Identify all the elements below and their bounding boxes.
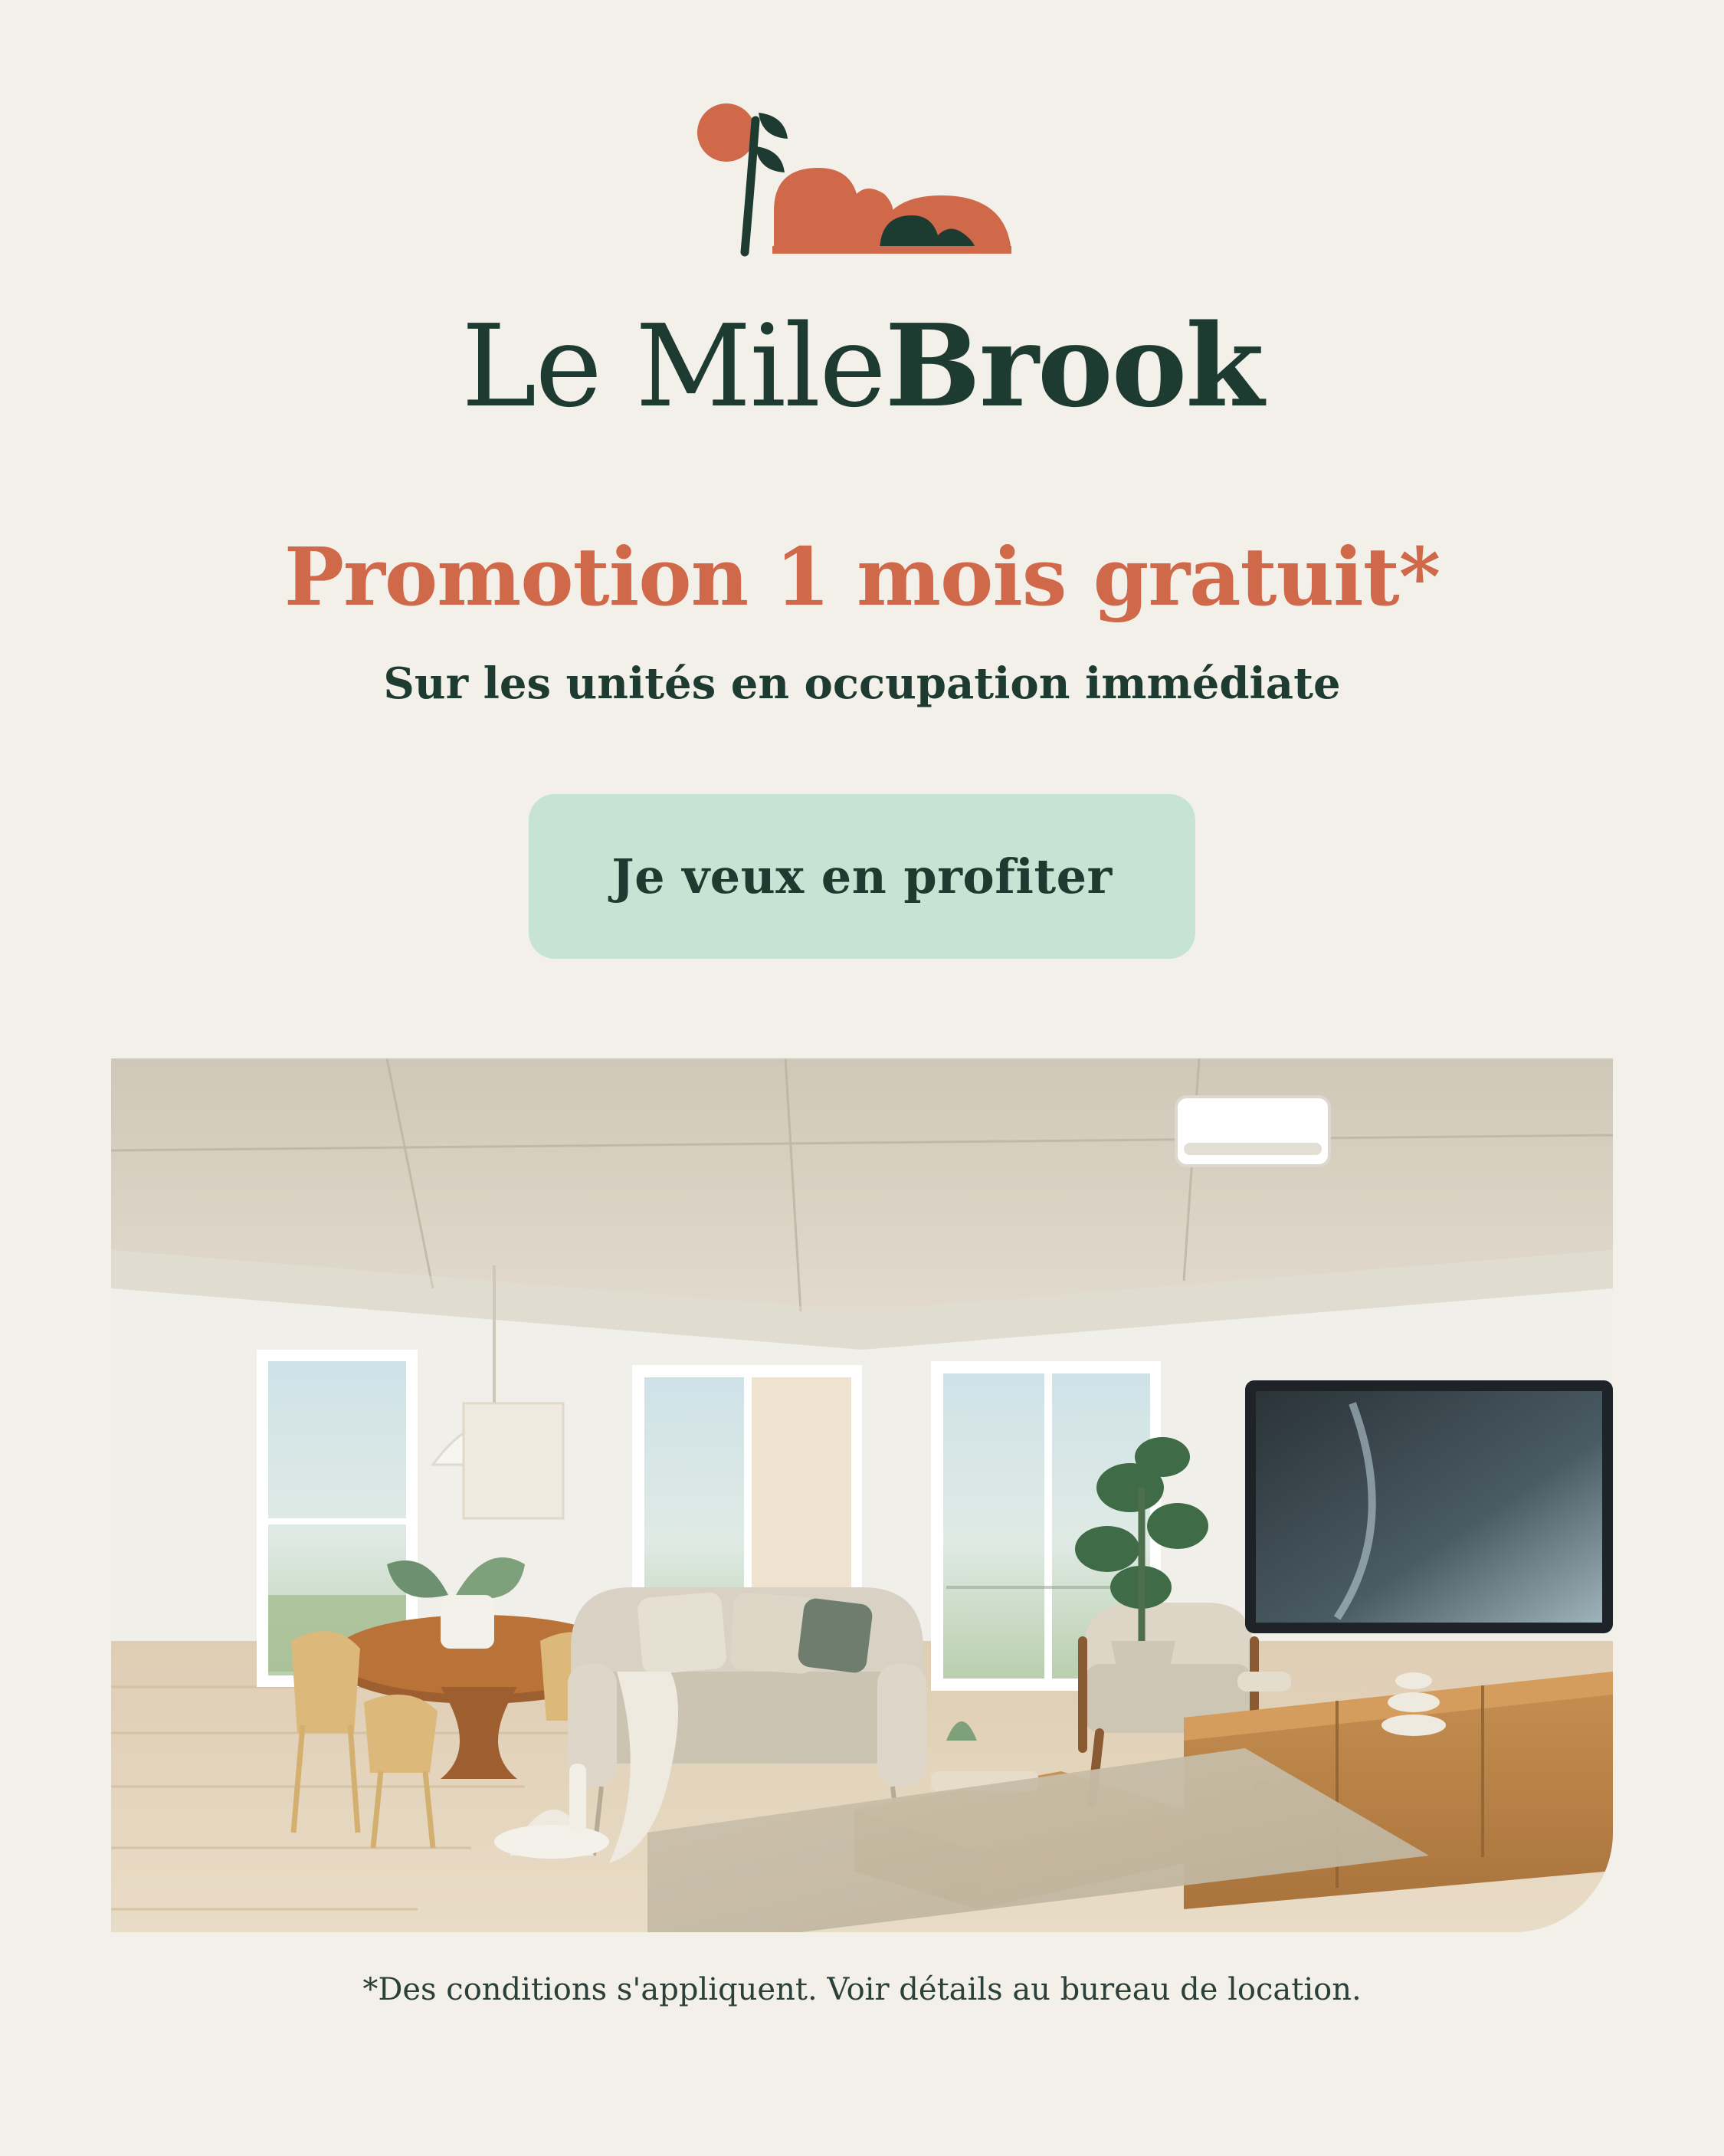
brand-name-bold: Brook [884, 299, 1263, 432]
brand-name-light: Le Mile [461, 300, 885, 432]
cta-button[interactable]: Je veux en profiter [529, 794, 1195, 959]
promo-subheadline: Sur les unités en occupation immédiate [383, 658, 1341, 709]
brand-logo [682, 96, 1042, 272]
living-room-photo [111, 1058, 1613, 1932]
brand-wordmark [461, 299, 1263, 432]
footnote-text: *Des conditions s'appliquent. Voir détails au bureau de location. [362, 1971, 1362, 2007]
promo-headline: Promotion 1 mois gratuit* [284, 530, 1440, 625]
